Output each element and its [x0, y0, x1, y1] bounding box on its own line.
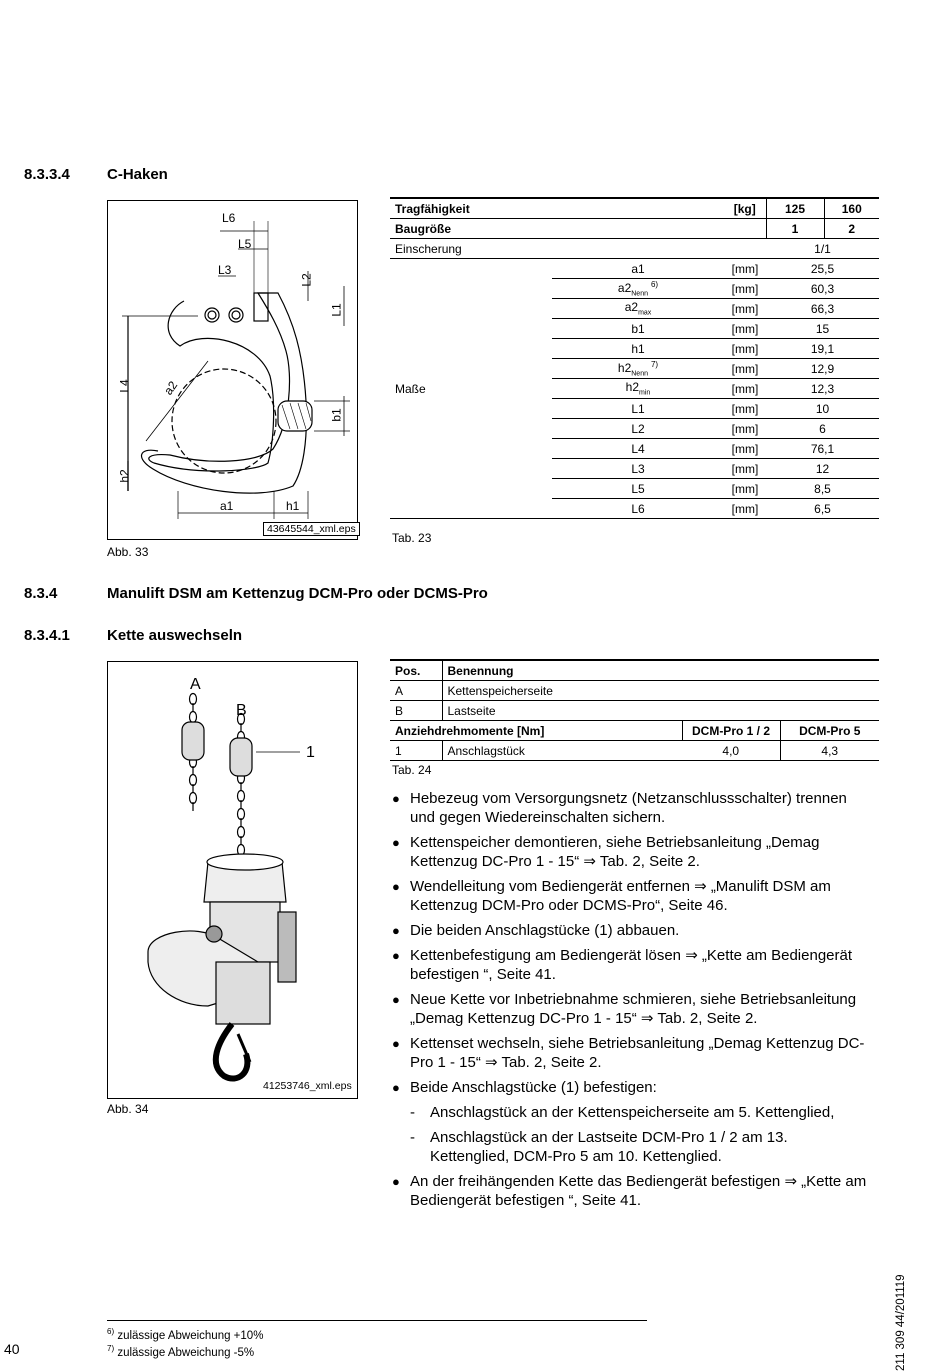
dimension-name: b1 — [552, 319, 724, 339]
dimension-name: L6 — [552, 499, 724, 519]
name-cell: Anschlagstück — [442, 741, 682, 761]
table-row — [390, 660, 879, 681]
table-row — [390, 701, 879, 721]
figure-caption: Abb. 34 — [107, 1102, 149, 1116]
dimension-value: 12,9 — [766, 359, 879, 379]
dim-label-l6: L6 — [222, 211, 236, 225]
list-item-text: Wendelleitung vom Bediengerät entfernen ⇒ „Manulift DSM am Kettenzug DCM-Pro oder DCMS-Pro“, Seite 46. — [410, 878, 831, 914]
name-cell: Kettenspeicherseite — [442, 681, 879, 701]
list-item — [392, 946, 870, 984]
footnote-mark: 6) — [107, 1327, 115, 1336]
dim-label-l3: L3 — [218, 263, 232, 277]
header-capacity-1: 125 — [766, 198, 824, 219]
dimension-value: 66,3 — [766, 299, 879, 319]
dimension-name: $a2_{Nenn}^{6)}$ — [552, 279, 724, 299]
list-item-text: Die beiden Anschlagstücke (1) abbauen. — [410, 922, 680, 939]
dim-label-a1: a1 — [220, 499, 234, 513]
list-item-text: Kettenset wechseln, siehe Betriebsanleitung „Demag Kettenzug DC-Pro 1 - 15“ ⇒ Tab. 2, Seite 2. — [410, 1035, 865, 1071]
dim-label-l4: L4 — [117, 379, 132, 393]
dim-label-a2: a2 — [161, 378, 181, 398]
dimension-name: L4 — [552, 439, 724, 459]
table-caption: Tab. 24 — [392, 763, 432, 777]
bullet-icon: ● — [392, 879, 400, 894]
dimension-name: L2 — [552, 419, 724, 439]
dash-icon: - — [410, 1129, 415, 1146]
dimension-name: h1 — [552, 339, 724, 359]
dimension-value: 12 — [766, 459, 879, 479]
dim-label-b1: b1 — [329, 408, 344, 422]
section-number: 8.3.3.4 — [24, 166, 70, 183]
size-2: 2 — [824, 219, 879, 239]
dimension-unit: [mm] — [724, 359, 766, 379]
section-title: Manulift DSM am Kettenzug DCM-Pro oder DCMS-Pro — [107, 585, 488, 602]
dimension-value: 6,5 — [766, 499, 879, 519]
dimension-unit: [mm] — [724, 459, 766, 479]
dimension-value: 8,5 — [766, 479, 879, 499]
dimension-name: L5 — [552, 479, 724, 499]
chain-link — [190, 775, 197, 786]
chain-link — [190, 694, 197, 705]
dimension-unit: [mm] — [724, 379, 766, 399]
list-item — [392, 789, 870, 827]
list-item-text: Anschlagstück an der Kettenspeicherseite am 5. Kettenglied, — [430, 1104, 835, 1121]
footnote — [107, 1327, 263, 1342]
figure-c-hook — [107, 200, 358, 540]
label-a: A — [190, 676, 201, 693]
dash-icon: - — [410, 1104, 415, 1121]
dimension-unit: [mm] — [724, 419, 766, 439]
dimension-unit: [mm] — [724, 479, 766, 499]
section-number: 8.3.4 — [24, 585, 58, 602]
torque-value-2: 4,3 — [780, 741, 879, 761]
dimension-value: 10 — [766, 399, 879, 419]
dimension-value: 25,5 — [766, 259, 879, 279]
reeving-value: 1/1 — [766, 239, 879, 259]
dimension-value: 60,3 — [766, 279, 879, 299]
dimension-unit: [mm] — [724, 339, 766, 359]
dimension-name: $h2_{min}$ — [552, 379, 724, 399]
section-number: 8.3.4.1 — [24, 627, 70, 644]
bullet-icon: ● — [392, 835, 400, 850]
figure-chain-change — [107, 661, 358, 1099]
size-label: Baugröße — [390, 219, 766, 239]
bullet-icon: ● — [392, 1036, 400, 1051]
dimension-name: L1 — [552, 399, 724, 419]
size-1: 1 — [766, 219, 824, 239]
table-row — [390, 198, 879, 219]
table-row — [390, 681, 879, 701]
name-cell: Lastseite — [442, 701, 879, 721]
pos-cell: B — [390, 701, 442, 721]
list-item-text: An der freihängenden Kette das Bediengerät befestigen ⇒ „Kette am Bediengerät befestigen “, Seite 41. — [410, 1173, 867, 1209]
header-name: Benennung — [442, 660, 879, 681]
torque-value-1: 4,0 — [682, 741, 780, 761]
figure-caption: Abb. 33 — [107, 545, 149, 559]
dim-label-h1: h1 — [286, 499, 300, 513]
dim-label-l2: L2 — [299, 273, 314, 287]
dimension-name: $h2_{Nenn}^{7)}$ — [552, 359, 724, 379]
figure-file-name: 41253746_xml.eps — [260, 1080, 355, 1092]
footnote-mark: 7) — [107, 1344, 115, 1353]
list-item-text: Neue Kette vor Inbetriebnahme schmieren, siehe Betriebsanleitung „Demag Kettenzug DC-Pro 1 - 15“ ⇒ Tab. 2, Seite 2. — [410, 991, 857, 1027]
spec-table-c-hook — [390, 197, 879, 519]
footnote-text: zulässige Abweichung -5% — [117, 1346, 255, 1359]
header-unit: [kg] — [724, 198, 766, 219]
section-title: Kette auswechseln — [107, 627, 243, 644]
header-capacity: Tragfähigkeit — [390, 198, 724, 219]
footnote — [107, 1344, 254, 1359]
list-item-text: Beide Anschlagstücke (1) befestigen: — [410, 1079, 657, 1096]
dimension-value: 15 — [766, 319, 879, 339]
list-item-text: Kettenbefestigung am Bediengerät lösen ⇒ „Kette am Bediengerät befestigen “, Seite 41. — [410, 947, 853, 983]
footnote-rule — [107, 1320, 647, 1321]
dimension-unit: [mm] — [724, 399, 766, 419]
bullet-icon: ● — [392, 1080, 400, 1095]
dimension-name: $a2_{max}$ — [552, 299, 724, 319]
list-item — [392, 1172, 870, 1210]
dim-label-h2: h2 — [117, 469, 132, 483]
chain-link — [190, 793, 197, 804]
list-item — [392, 990, 870, 1028]
list-item — [392, 833, 870, 871]
dimension-unit: [mm] — [724, 319, 766, 339]
parts-table — [390, 659, 879, 761]
dimension-unit: [mm] — [724, 259, 766, 279]
document-id: 211 309 44/201119 — [895, 1274, 907, 1371]
dimension-value: 6 — [766, 419, 879, 439]
sub-list-item — [410, 1103, 870, 1122]
table-caption: Tab. 23 — [392, 531, 432, 545]
dimension-unit: [mm] — [724, 499, 766, 519]
dimensions-label: Maße — [390, 259, 552, 519]
pos-cell: 1 — [390, 741, 442, 761]
dimension-name: a1 — [552, 259, 724, 279]
dimension-unit: [mm] — [724, 299, 766, 319]
pos-cell: A — [390, 681, 442, 701]
list-item — [392, 877, 870, 915]
list-item — [392, 1078, 870, 1097]
sub-list-item — [410, 1128, 870, 1166]
dimension-value: 76,1 — [766, 439, 879, 459]
section-title: C-Haken — [107, 166, 168, 183]
table-row — [390, 741, 879, 761]
page-number: 40 — [4, 1341, 20, 1357]
torque-col-1: DCM-Pro 1 / 2 — [682, 721, 780, 741]
list-item — [392, 1034, 870, 1072]
bullet-icon: ● — [392, 992, 400, 1007]
torque-col-2: DCM-Pro 5 — [780, 721, 879, 741]
label-b: B — [236, 702, 247, 719]
dim-label-l5: L5 — [238, 237, 252, 251]
table-row — [390, 721, 879, 741]
list-item — [392, 921, 870, 940]
list-item-text: Hebezeug vom Versorgungsnetz (Netzanschlussschalter) trennen und gegen Wiedereinschalten sichern. — [410, 790, 847, 826]
footnote-text: zulässige Abweichung +10% — [117, 1329, 264, 1342]
table-row — [390, 259, 879, 279]
table-row — [390, 239, 879, 259]
label-1: 1 — [306, 744, 315, 761]
header-capacity-2: 160 — [824, 198, 879, 219]
dimension-unit: [mm] — [724, 439, 766, 459]
dimension-name: L3 — [552, 459, 724, 479]
instruction-list — [392, 789, 870, 1216]
list-item-text: Anschlagstück an der Lastseite DCM-Pro 1 / 2 am 13. Kettenglied, DCM-Pro 5 am 10. Kettenglied. — [430, 1129, 788, 1165]
bullet-icon: ● — [392, 1174, 400, 1189]
bullet-icon: ● — [392, 923, 400, 938]
figure-file-name: 43645544_xml.eps — [263, 522, 360, 536]
header-pos: Pos. — [390, 660, 442, 681]
list-item-text: Kettenspeicher demontieren, siehe Betriebsanleitung „Demag Kettenzug DC-Pro 1 - 15“ ⇒ Tab. 2, Seite 2. — [410, 834, 820, 870]
table-row — [390, 219, 879, 239]
bullet-icon: ● — [392, 791, 400, 806]
chain-link — [238, 809, 245, 820]
bullet-icon: ● — [392, 948, 400, 963]
dimension-value: 19,1 — [766, 339, 879, 359]
dimension-unit: [mm] — [724, 279, 766, 299]
chain-link — [238, 827, 245, 838]
c-hook-drawing — [108, 201, 357, 539]
chain-link — [238, 791, 245, 802]
chain-link — [190, 712, 197, 723]
torque-header: Anziehdrehmomente [Nm] — [390, 721, 682, 741]
dimension-value: 12,3 — [766, 379, 879, 399]
reeving-label: Einscherung — [390, 239, 766, 259]
chain-hoist-drawing — [108, 662, 357, 1098]
dim-label-l1: L1 — [329, 303, 344, 317]
